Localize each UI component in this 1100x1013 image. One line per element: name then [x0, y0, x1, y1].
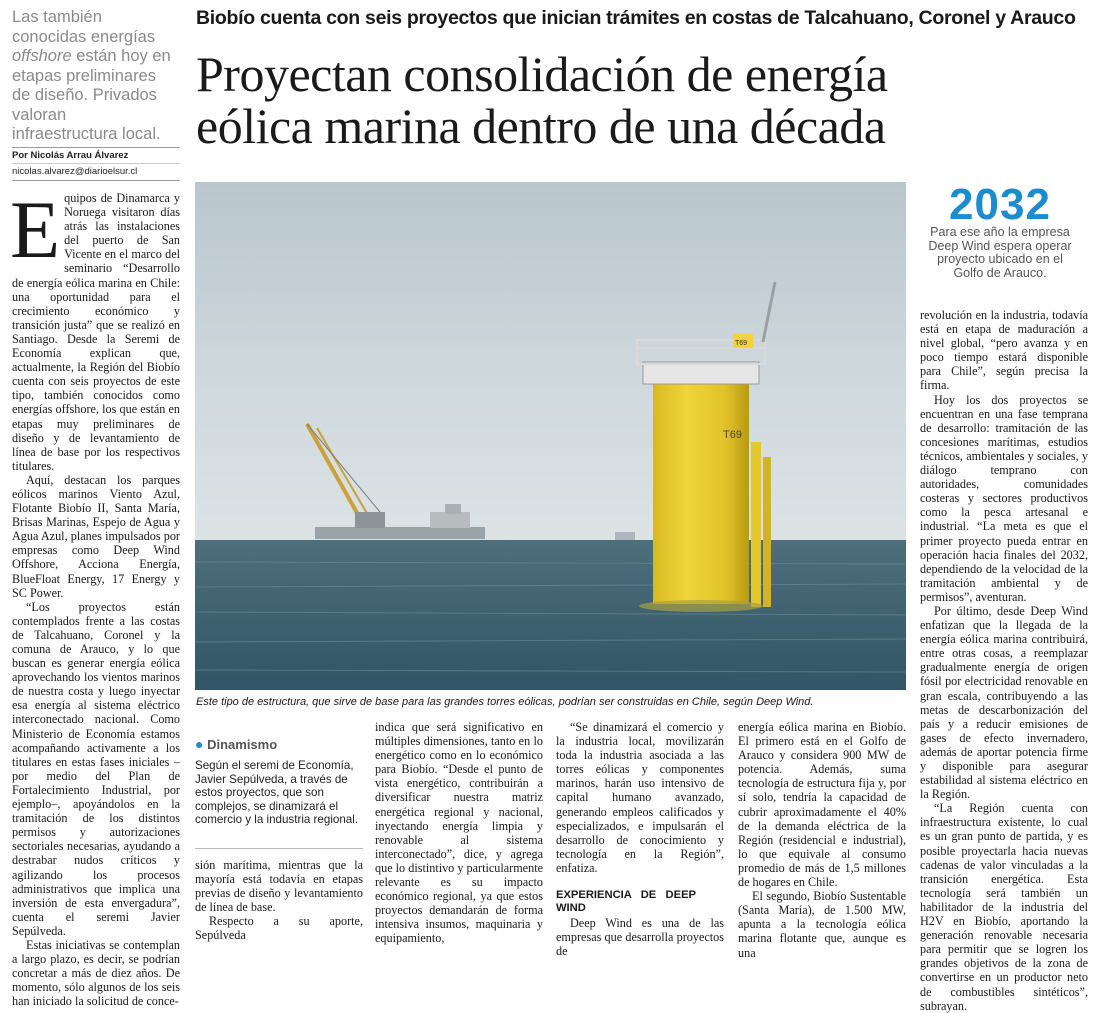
article-paragraph: Respecto a su aporte, Sepúlveda	[195, 914, 363, 943]
article-column-5	[738, 720, 906, 960]
lead-line: Las también	[12, 8, 102, 26]
article-paragraph: “La Región cuenta con infraestructura existente, lo cual es un gran punto de partida, y es posible proyectarla hacia nuevas cadenas de valor vinculadas a la transición energética. Esta tecnología será también un habilitador de la industria del H2V en Biobío, aportando la generación renovable necesaria para permitir que se logren los grandes objetivos de la zona de convertirse en un productor neto de combustibles sintéticos”, subrayan.	[920, 801, 1088, 1013]
sidebar-box-text: Según el seremi de Economía, Javier Sepúlveda, a través de estos proyectos, que son complejos, se dinamizará el comercio y la industria regional.	[195, 759, 359, 827]
paragraph-text: quipos de Dinamarca y Noruega visitaron días atrás las instalaciones del puerto de San Vicente en el marco del seminario “Desarrollo de energía eólica marina en Chile: una oportunidad para el crecimiento económico y transición justa” que se realizó en Santiago. Desde la Seremi de Economía explican que, actualmente, la Región del Biobío cuenta con seis proyectos de este tipo, también conocidos como energías offshore, los que están en etapas muy preliminares de diseño y de levantamiento de línea de base por los respectivos titulares.	[12, 191, 180, 473]
byline: Por Nicolás Arrau Álvarez	[12, 150, 129, 161]
lead-emphasis: offshore	[12, 47, 72, 65]
lead-text: están hoy en	[71, 47, 171, 65]
bullet-icon: ●	[195, 736, 204, 752]
article-paragraph: revolución en la industria, todavía está en etapa de maduración a nivel global, “pero avanza y en poco tiempo estará disponible para Chile”, según precisa la firma.	[920, 308, 1088, 393]
section-subhead: EXPERIENCIA DE DEEP WIND	[556, 889, 696, 914]
article-paragraph: Aquí, destacan los parques eólicos marinos Viento Azul, Flotante Biobío II, Santa María, Brisas Marinas, Espejo de Agua y Agua Azul, planes impulsados por empresas como Deep Wind Offshore, Acciona Energía, BlueFloat Energy, 17 Energy y SC Power.	[12, 472, 180, 600]
article-photo	[195, 182, 906, 690]
lead-line: infraestructura local.	[12, 125, 161, 143]
article-paragraph: energía eólica marina en Biobío. El primero está en el Golfo de Arauco y considera 900 MW de potencia. Además, suma tecnología de estructura fija y, por sí solo, tendría la capacidad de cubrir aproximadamente el 40% de la demanda eléctrica de la Región (residencial e industrial), lo que equivale al consumo promedio de más de 1,5 millones de hogares en Chile.	[738, 720, 906, 890]
headline-line: Proyectan consolidación de energía	[196, 46, 888, 102]
article-paragraph: Por último, desde Deep Wind enfatizan que la llegada de la energía eólica marina contribuirá, entre otras cosas, a reemplazar gradualmente energía de origen fósil por electricidad renovable en gran escala, contribuyendo a las metas de descarbonización del país y a reducir emisiones de gases de efecto invernadero, además de aportar potencia firme y disponible para asegurar estabilidad al sistema eléctrico en la Región.	[920, 603, 1088, 802]
article-column-6	[920, 308, 1088, 1013]
article-paragraph: “Los proyectos están contemplados frente a las costas de Talcahuano, Coronel y la comuna de Arauco, y lo que buscan es generar energía eólica aprovechando los vientos marinos de nuestra costa y luego inyectar esa energía al sistema eléctrico interconectado nacional. Como Ministerio de Economía estamos acompañando activamente a los titulares en estas fases iniciales –por medio del Plan de Fortalecimiento Industrial, por ejemplo–, apoyándolos en la tramitación de los distintos permisos y autorizaciones sectoriales necesarias, ayudando a destrabar nudos críticos y agilizando los procesos administrativos que implica una inversión de esta envergadura”, cuenta el seremi Javier Sepúlveda.	[12, 599, 180, 938]
lead-line: de diseño. Privados	[12, 86, 157, 104]
article-paragraph: indica que será significativo en múltiples dimensiones, tanto en lo energético como en lo económico para Biobío. “Desde el punto de vista energético, contribuirán a diversificar nuestra matriz energética regional y nacional, inyectando energía limpia y renovable al sistema interconectado”, dice, y agrega que lo distintivo y particularmente relevante es su impacto económico regional, ya que estos proyectos demandarán de forma intensiva insumos, maquinaria y equipamiento,	[375, 720, 543, 946]
lead-line: valoran	[12, 105, 67, 124]
sidebar-box-title-text: Dinamismo	[207, 737, 278, 752]
lead-line	[12, 47, 182, 67]
article-column-2	[195, 858, 363, 943]
article-paragraph: Hoy los dos proyectos se encuentran en una fase temprana de desarrollo: tramitación de las concesiones marítimas, estudios técnicos, ambientales y sociales, y diálogo temprano con autoridades, comunidades costeras y sectores productivos como la pesca artesanal e industrial. “La meta es que el primer proyecto pueda entrar en operación hacia finales del 2032, dependiendo de la velocidad de la tramitación ambiental y de permisos”, aventuran.	[920, 392, 1088, 604]
kicker: Biobío cuenta con seis proyectos que inician trámites en costas de Talcahuano, Coronel y Arauco	[196, 7, 1076, 29]
article-column-3	[375, 720, 543, 946]
byline-rule	[12, 180, 180, 181]
offshore-foundation-photo	[195, 182, 906, 690]
photo-caption: Este tipo de estructura, que sirve de base para las grandes torres eólicas, podrían ser construidas en Chile, según Deep Wind.	[196, 696, 814, 708]
sidebar-rule	[195, 848, 363, 849]
headline	[196, 48, 1096, 152]
article-paragraph: Deep Wind es una de las empresas que desarrolla proyectos de	[556, 916, 724, 959]
article-paragraph: El segundo, Biobío Sustentable (Santa María), de 1.500 MW, apunta a la tecnología eólica marina flotante que, aunque es una	[738, 889, 906, 960]
tower-label: T69	[723, 429, 742, 441]
article-paragraph: sión marítima, mientras que la mayoría está todavía en etapas previas de diseño y levantamiento de línea de base.	[195, 858, 363, 915]
article-paragraph: “Se dinamizará el comercio y la industria local, movilizarán toda la industria asociada a las torres eólicas y componentes marinos, harán uso intensivo de capital humano avanzado, generando empleos calificados y especializados, e impulsarán el desarrollo de conocimiento y tecnología en la Región”, enfatiza.	[556, 720, 724, 875]
lead-line: conocidas energías	[12, 27, 156, 46]
sidebar-box	[195, 736, 363, 827]
highlight-text: Para ese año la empresa Deep Wind espera operar proyecto ubicado en el Golfo de Arauco.	[928, 225, 1072, 280]
sidebar-box-title	[195, 736, 363, 752]
article-paragraph	[10, 184, 180, 473]
article-column-1	[10, 184, 180, 1009]
byline-rule	[12, 163, 180, 164]
article-column-4	[556, 720, 724, 958]
article-paragraph: Estas iniciativas se contemplan a largo plazo, es decir, se podrían concretar a más de diez años. De momento, sólo algunos de los seis han iniciado la solicitud de conce-	[12, 937, 180, 1009]
highlight-number: 2032	[949, 180, 1051, 229]
headline-line: eólica marina dentro de una década	[196, 98, 886, 154]
drop-cap: E	[10, 184, 61, 275]
author-email: nicolas.alvarez@diarioelsur.cl	[12, 166, 138, 177]
article-lead	[12, 8, 182, 145]
byline-rule	[12, 147, 180, 148]
lead-line: etapas preliminares	[12, 66, 156, 85]
tower-label-top: T69	[735, 340, 748, 347]
